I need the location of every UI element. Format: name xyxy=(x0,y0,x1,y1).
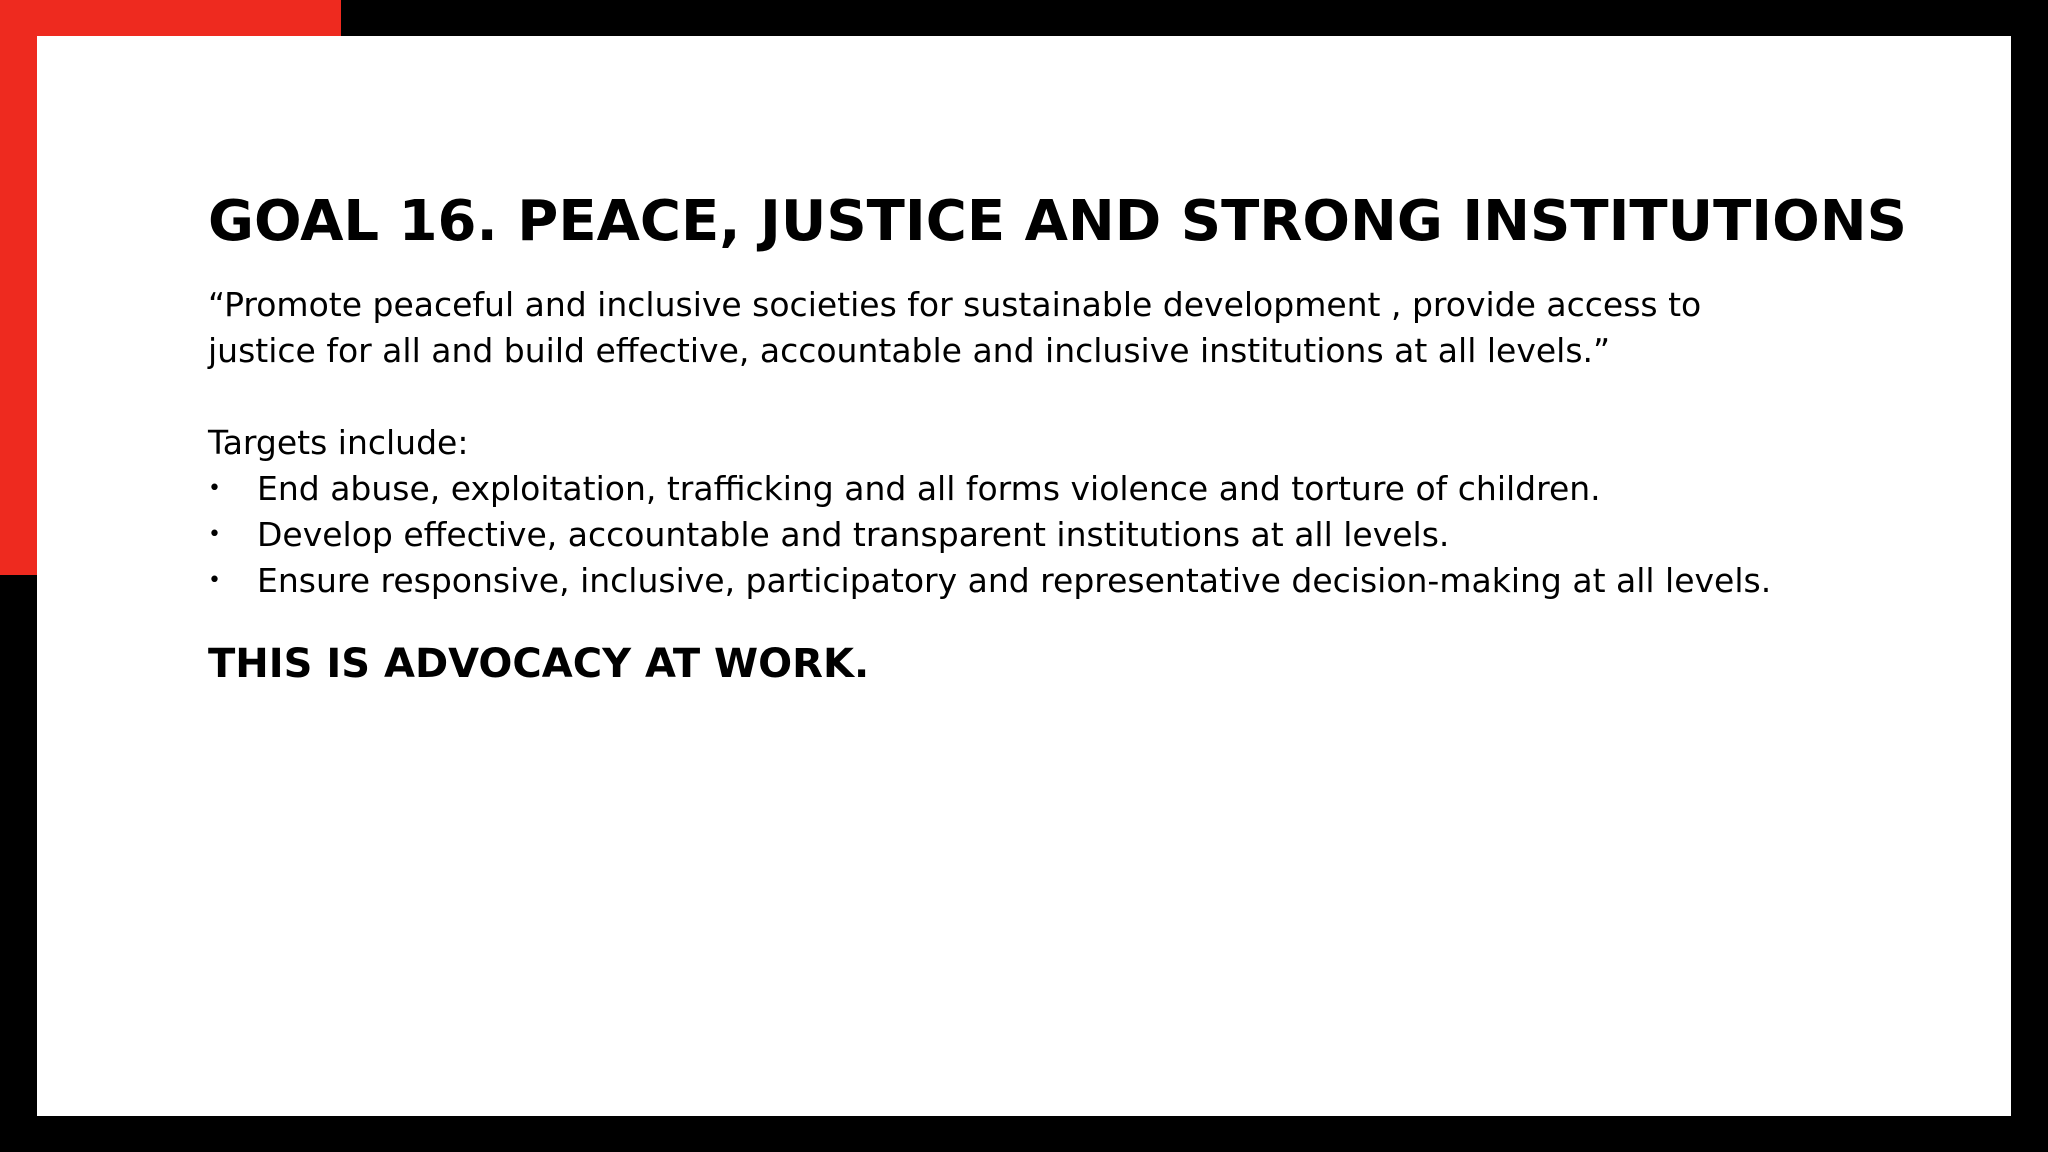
target-text: End abuse, exploitation, trafficking and all forms violence and torture of children. xyxy=(257,469,1601,508)
targets-label: Targets include: xyxy=(208,423,469,462)
target-item xyxy=(208,558,1908,604)
target-item xyxy=(208,512,1908,558)
slide-content xyxy=(208,188,1908,692)
targets-list xyxy=(208,466,1908,604)
slide-title: GOAL 16. PEACE, JUSTICE AND STRONG INSTITUTIONS xyxy=(208,189,1907,254)
closing-statement: THIS IS ADVOCACY AT WORK. xyxy=(208,641,870,687)
bullet-icon: • xyxy=(208,522,221,547)
target-text: Ensure responsive, inclusive, participatory and representative decision-making at all levels. xyxy=(257,561,1772,600)
target-text: Develop effective, accountable and transparent institutions at all levels. xyxy=(257,515,1450,554)
goal-quote: “Promote peaceful and inclusive societies for sustainable development , provide access to justice for all and build effective, accountable and inclusive institutions at all levels.” xyxy=(208,285,1702,370)
target-item xyxy=(208,466,1908,512)
bullet-icon: • xyxy=(208,568,221,593)
bullet-icon: • xyxy=(208,476,221,501)
